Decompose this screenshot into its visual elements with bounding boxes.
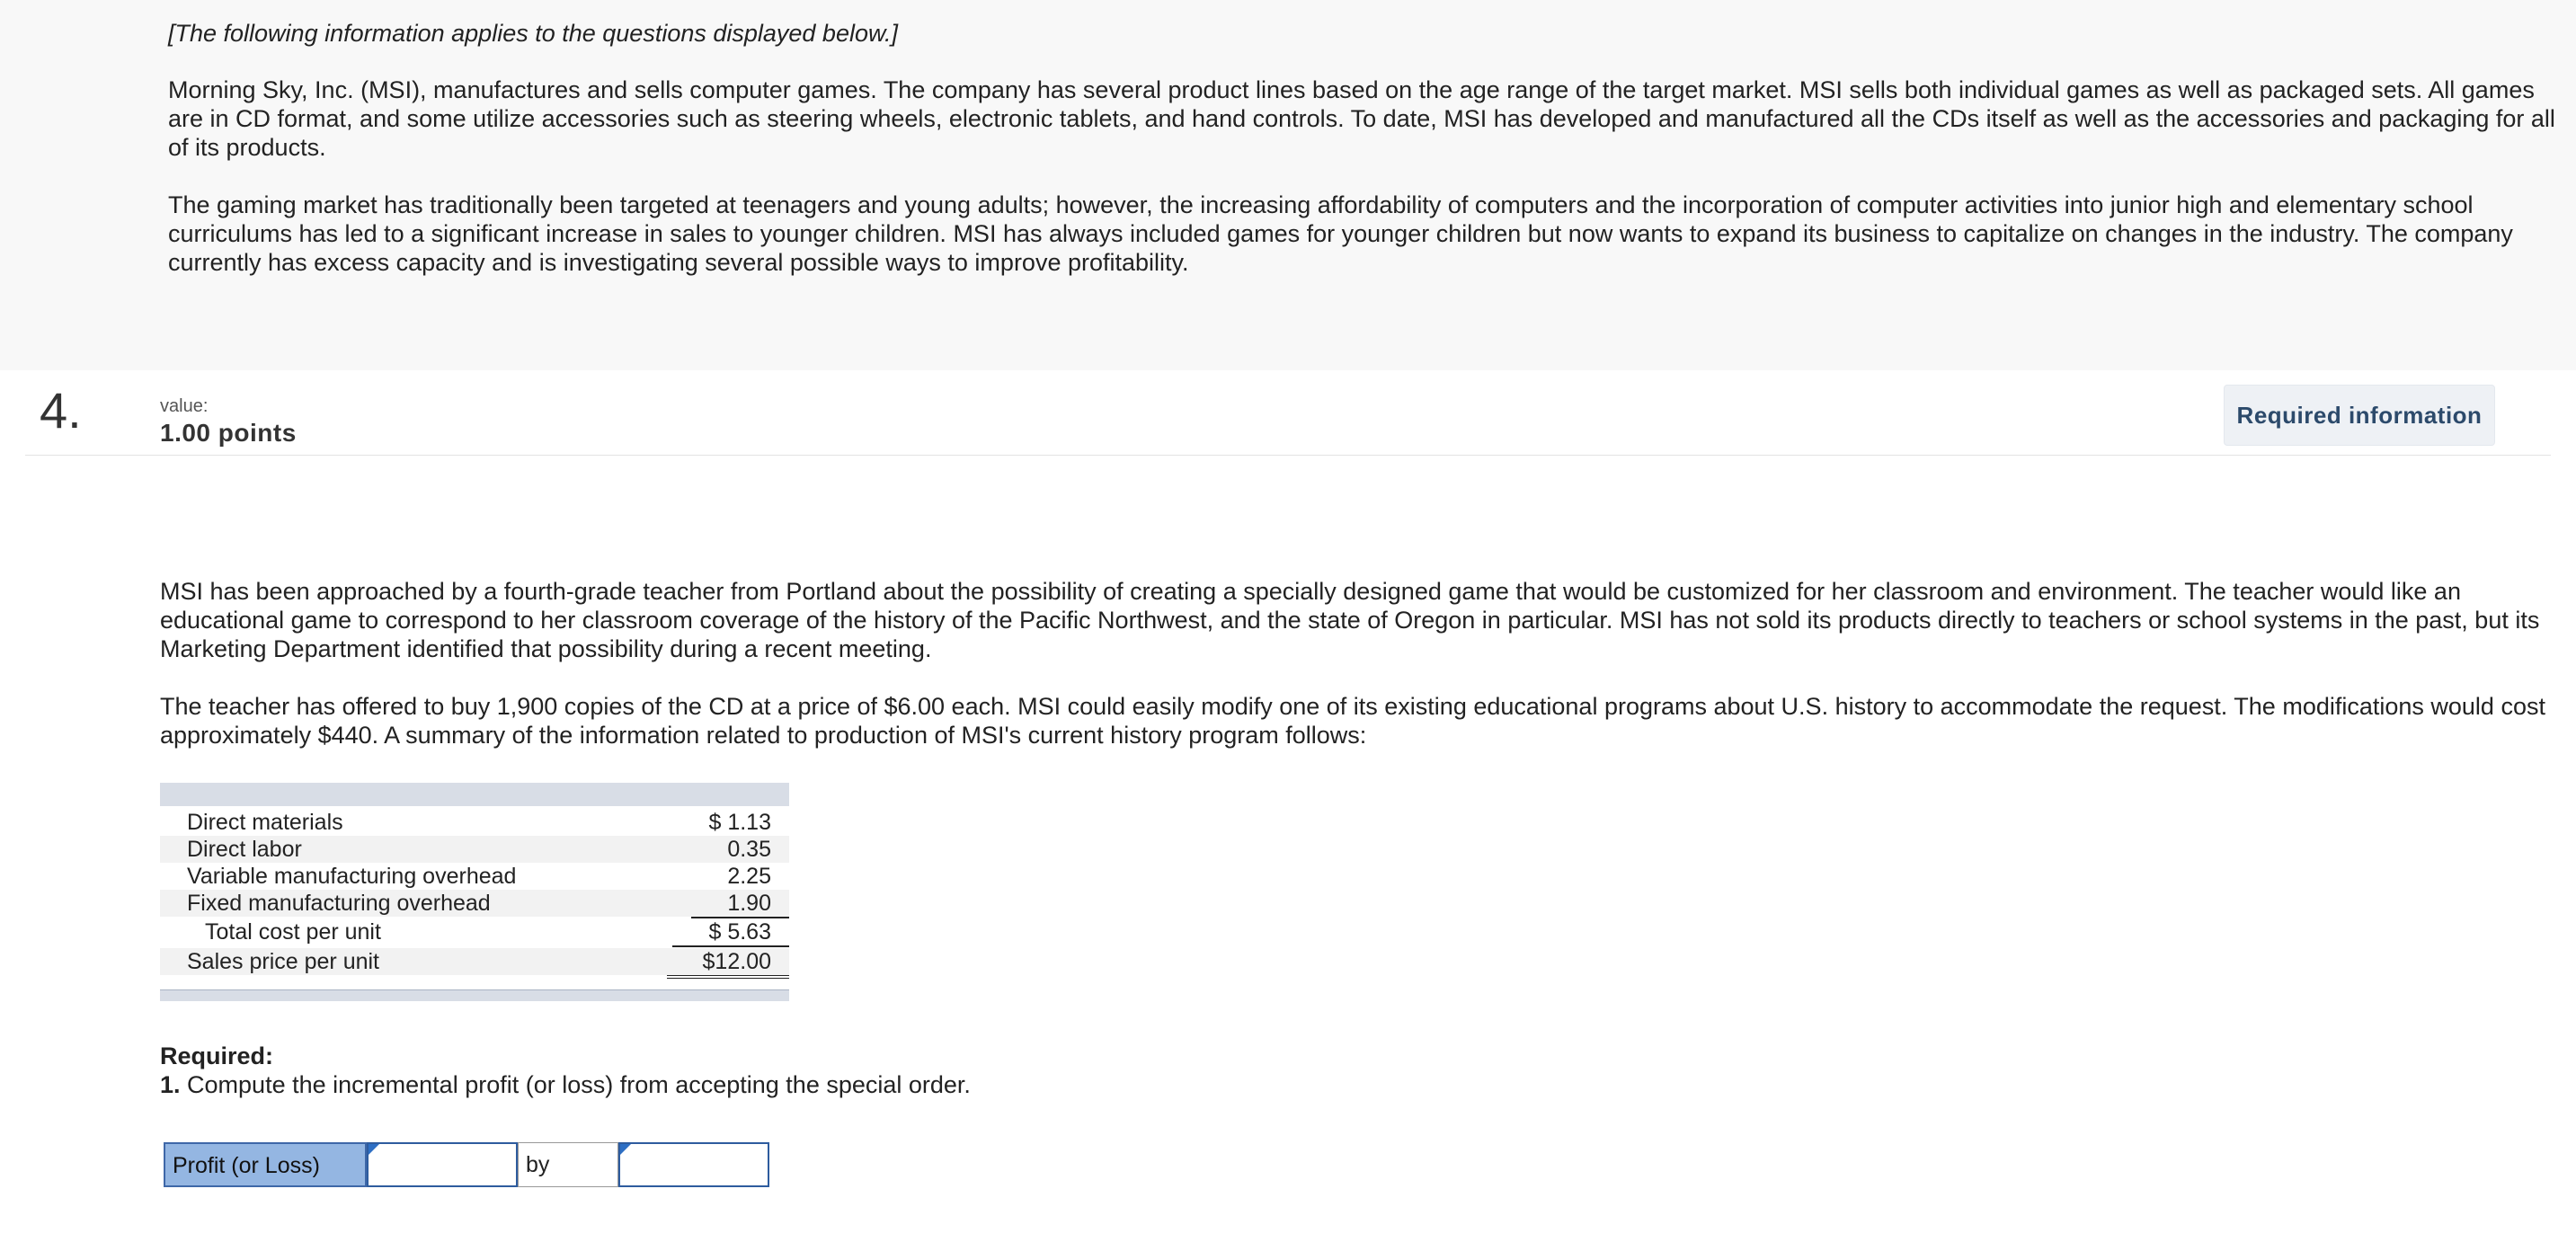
table-row: [160, 836, 789, 863]
required-question-1: [160, 1071, 971, 1099]
by-label: by: [518, 1142, 618, 1187]
required-heading: Required:: [160, 1042, 274, 1069]
question-paragraph-1: MSI has been approached by a fourth-grade teacher from Portland about the possibility of creating a specially designed game that would be customized for her classroom and environment. The teacher would like an educational game to correspond to her classroom coverage of the history of the Pacific Northwest, and the state of Oregon in particular. MSI has not sold its products directly to teachers or school systems in the past, but its Marketing Department identified that possibility during a recent meeting.: [160, 578, 2540, 662]
question-paragraph-2: The teacher has offered to buy 1,900 copies of the CD at a price of $6.00 each. MSI could easily modify one of its existing educational programs about U.S. history to accommodate the request. The modifications would cost approximately $440. A summary of the information related to production of MSI's current history program follows:: [160, 693, 2545, 749]
profit-loss-label: Profit (or Loss): [164, 1142, 367, 1187]
intro-section: [0, 0, 2576, 370]
intro-lead: [The following information applies to the questions displayed below.]: [168, 20, 898, 47]
table-row: [160, 890, 789, 917]
table-row: [160, 863, 789, 890]
question-body: [160, 577, 2569, 778]
row-value: 0.35: [727, 837, 771, 862]
table-row: [160, 948, 789, 975]
value-label: value:: [160, 396, 209, 416]
divider: [25, 455, 2551, 456]
required-information-button[interactable]: Required information: [2224, 385, 2495, 446]
question-1-number: 1.: [160, 1071, 181, 1098]
amount-input-cell[interactable]: [618, 1142, 769, 1187]
value-points: 1.00 points: [160, 419, 297, 447]
row-label: Direct materials: [187, 810, 343, 835]
question-1-text: Compute the incremental profit (or loss) from accepting the special order.: [180, 1071, 971, 1098]
row-value: 1.90: [691, 890, 789, 918]
row-value: $ 5.63: [672, 918, 789, 947]
row-value: 2.25: [727, 864, 771, 889]
row-label: Total cost per unit: [205, 919, 381, 945]
cost-table-footer: [160, 989, 789, 1001]
row-value: $ 1.13: [708, 810, 771, 835]
row-label: Sales price per unit: [187, 949, 380, 974]
question-number: 4.: [40, 382, 82, 439]
table-row: [160, 809, 789, 836]
row-label: Fixed manufacturing overhead: [187, 891, 491, 916]
profit-loss-select[interactable]: [374, 1148, 511, 1182]
row-value: $12.00: [667, 948, 789, 979]
cost-table-header: [160, 783, 789, 806]
table-row: [160, 918, 789, 945]
amount-input[interactable]: [626, 1148, 762, 1182]
intro-paragraph-1: Morning Sky, Inc. (MSI), manufactures and sells computer games. The company has several product lines based on the age range of the target market. MSI sells both individual games as well as packaged sets. All games are in CD format, and some utilize accessories such as steering wheels, electronic tablets, and hand controls. To date, MSI has developed and manufactured all the CDs itself as well as the accessories and packaging for all of its products.: [168, 76, 2555, 161]
profit-loss-select-cell[interactable]: [367, 1142, 518, 1187]
intro-paragraph-2: The gaming market has traditionally been targeted at teenagers and young adults; however, the increasing affordability of computers and the incorporation of computer activities into junior high and elementary school curriculums has led to a significant increase in sales to younger children. MSI has always included games for younger children but now wants to expand its business to capitalize on changes in the industry. The company currently has excess capacity and is investigating several possible ways to improve profitability.: [168, 191, 2513, 276]
row-label: Direct labor: [187, 837, 302, 862]
row-label: Variable manufacturing overhead: [187, 864, 517, 889]
